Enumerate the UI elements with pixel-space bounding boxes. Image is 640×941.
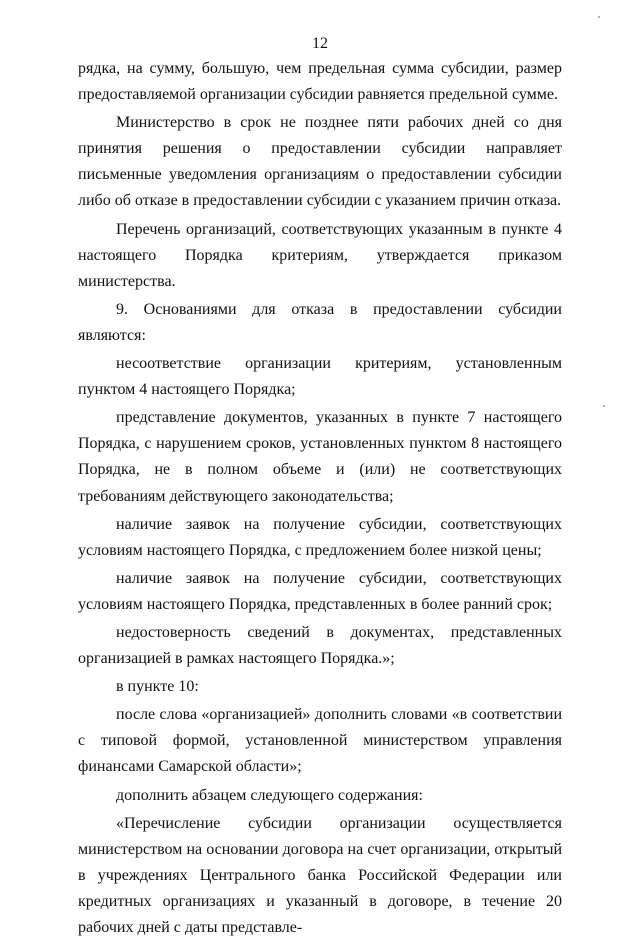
page-number: 12 xyxy=(312,35,328,52)
scan-speck xyxy=(598,16,600,18)
paragraph-documents-violation: представление документов, указанных в пункте 7 настоящего Порядка, с нарушением сроков, установленных пунктом 8 настоящего Порядка, не в полном объеме и (или) не соответствующих требованиям действующего законодательства; xyxy=(78,409,562,505)
paragraph-ministry-notice: Министерство в срок не позднее пяти рабочих дней со дня принятия решения о предоставлении субсидии направляет письменные уведомления организациям о предоставлении субсидии либо об отказе в предоставлении субсидии с указанием причин отказа. xyxy=(78,114,562,210)
paragraph-after-word: после слова «организацией» дополнить словами «в соответствии с типовой формой, установленной министерством управления финансами Самарской области»; xyxy=(78,706,562,776)
paragraph-refusal-grounds-heading: 9. Основаниями для отказа в предоставлении субсидии являются: xyxy=(78,300,562,344)
paragraph-subsidy-transfer: «Перечисление субсидии организации осуществляется министерством на основании договора на счет организации, открытый в учреждениях Центрального банка Российской Федерации или кредитных организациях и указанный в договоре, в течение 20 рабочих дней с даты представле- xyxy=(78,814,562,936)
scan-speck xyxy=(603,405,605,407)
paragraph-criteria-mismatch: несоответствие организации критериям, установленным пунктом 4 настоящего Порядка; xyxy=(78,355,562,399)
paragraph-add-section: дополнить абзацем следующего содержания: xyxy=(116,786,423,804)
paragraph-continuation: рядка, на сумму, большую, чем предельная сумма субсидии, размер предоставляемой организации субсидии равняется предельной сумме. xyxy=(78,60,562,104)
paragraph-clause-10: в пункте 10: xyxy=(116,678,199,696)
document-body xyxy=(78,56,562,941)
paragraph-unreliable-info: недостоверность сведений в документах, представленных организацией в рамках настоящего Порядка.»; xyxy=(78,623,562,668)
paragraph-lower-price-bids: наличие заявок на получение субсидии, соответствующих условиям настоящего Порядка, с предложением более низкой цены; xyxy=(78,515,562,559)
paragraph-organization-list: Перечень организаций, соответствующих указанным в пункте 4 настоящего Порядка критериям, утверждается приказом министерства. xyxy=(78,220,562,290)
paragraph-earlier-bids: наличие заявок на получение субсидии, соответствующих условиям настоящего Порядка, представленных в более ранний срок; xyxy=(78,569,562,613)
